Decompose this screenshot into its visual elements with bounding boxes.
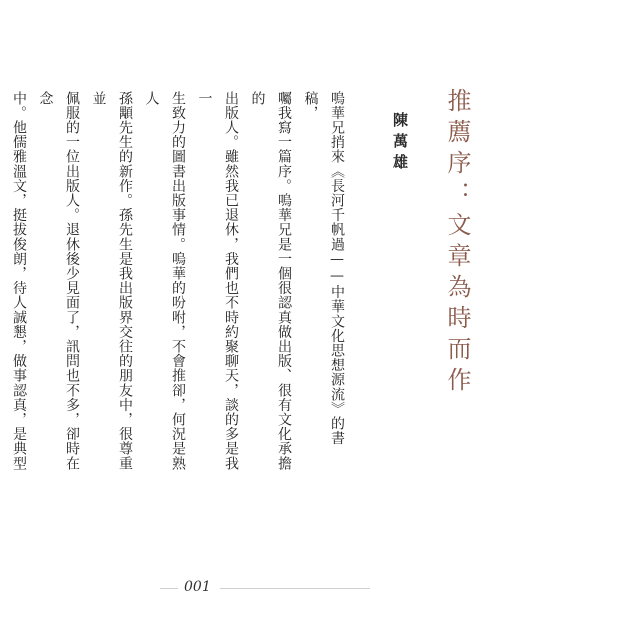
page-title: 推薦序：文章為時而作: [443, 88, 471, 398]
author-name: 陳萬雄: [391, 112, 409, 175]
body-column-3: 出版人。雖然我已退休，我們也不時約聚聊天，談的多是我一: [196, 91, 239, 471]
body-column-7: 中。他儒雅溫文，挺拔俊朗，待人誠懇，做事認真，是典型: [11, 91, 27, 471]
body-column-4: 生致力的圖書出版事情。嗚華的吩咐，不會推卻，何況是熟人: [143, 91, 186, 471]
footer-rule-left: [160, 588, 178, 589]
body-column-1: 嗚華兄捎來《長河千帆過——中華文化思想源流》的書稿，: [302, 91, 345, 446]
body-column-6: 佩服的一位出版人。退休後少見面了，訊問也不多，卻時在念: [37, 91, 80, 471]
body-column-5: 孫顒先生的新作。孫先生是我出版界交往的朋友中，很尊重並: [90, 91, 133, 471]
body-column-2: 囑我寫一篇序。嗚華兄是一個很認真做出版、很有文化承擔的: [249, 91, 292, 471]
page-number: 001: [184, 579, 211, 595]
body-text: [11, 91, 350, 471]
footer-rule-right: [220, 588, 370, 589]
page-footer: [160, 580, 310, 596]
